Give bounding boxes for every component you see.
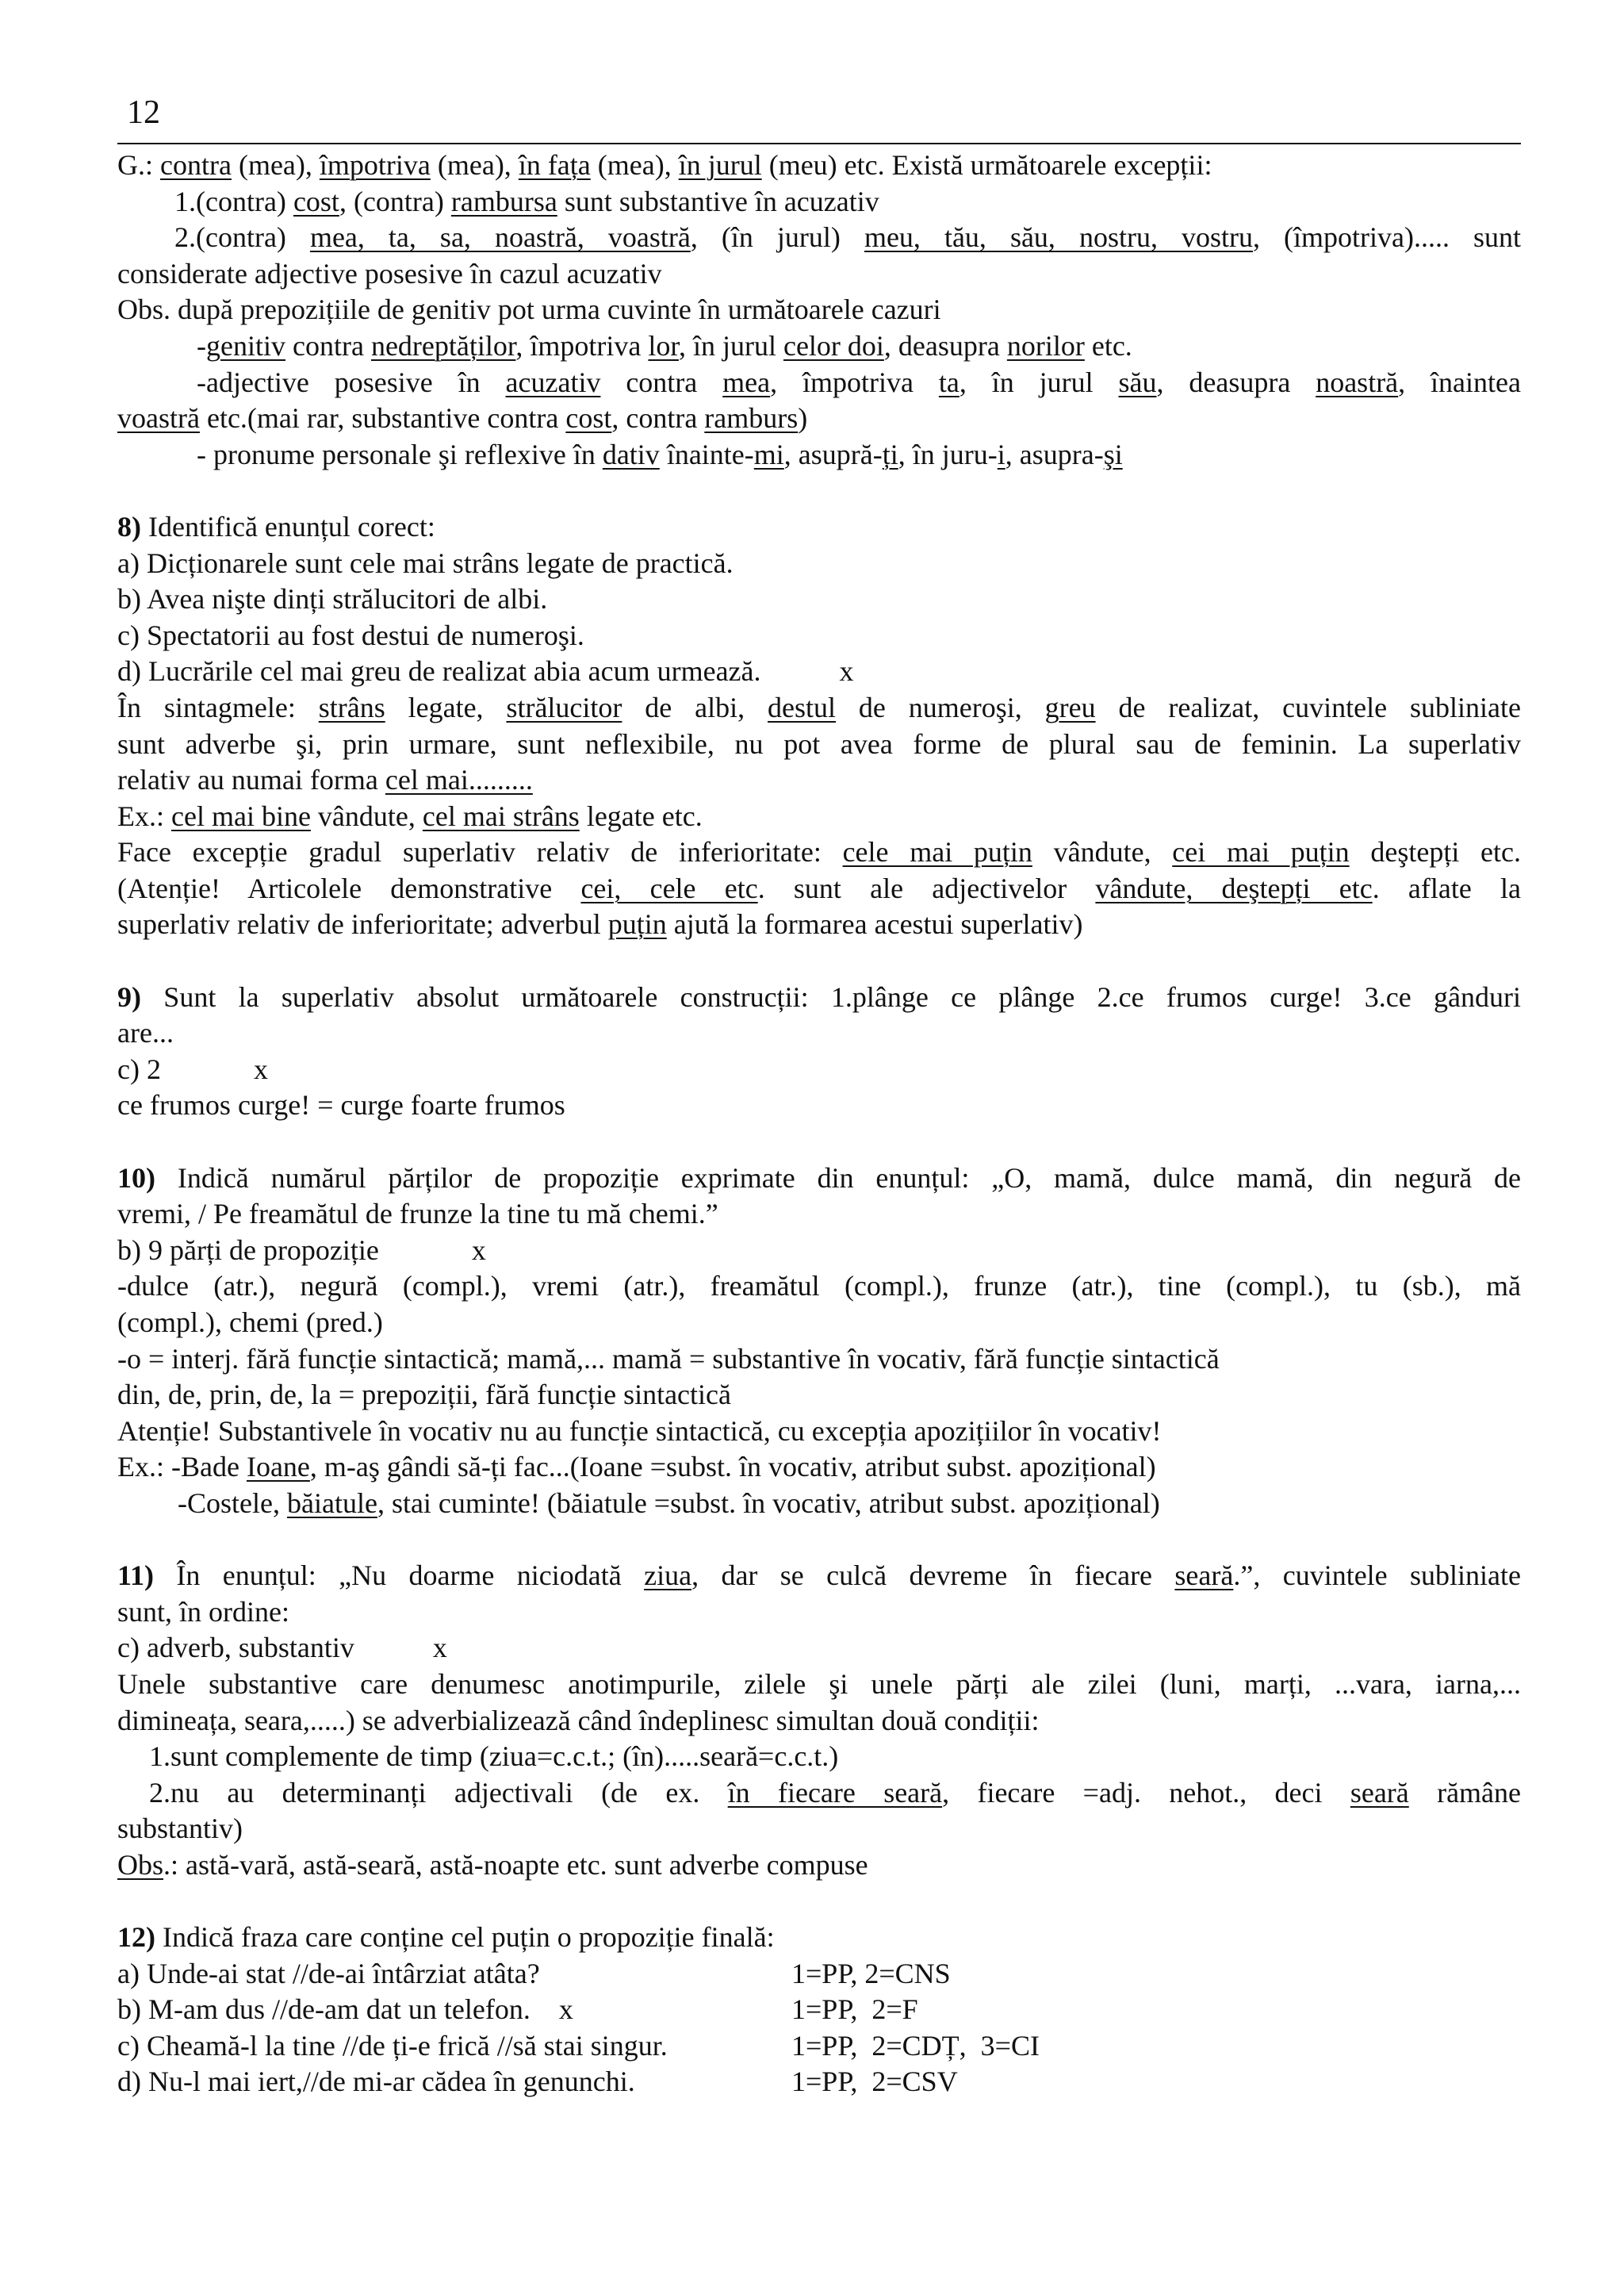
underlined-text: destul [768, 691, 837, 723]
underlined-text: norilor [1006, 329, 1085, 362]
text-line [117, 1015, 1521, 1052]
text-line [117, 907, 1521, 943]
text-run: sunt adverbe şi, prin urmare, sunt neflexibile, nu pot avea forme de plural sau de feminin. La superlativ [117, 727, 1521, 760]
text-line [117, 1739, 1521, 1775]
text-run: are... [117, 1017, 174, 1049]
text-run: .”, cuvintele subliniate [1233, 1559, 1522, 1592]
text-run: - [197, 329, 206, 362]
text-line [117, 256, 1521, 293]
underlined-text: cel mai bine [171, 800, 311, 832]
text-run: Ex.: [117, 800, 171, 832]
text-line [117, 292, 1521, 328]
underlined-text: mea, ta, sa, noastră, voastră [309, 221, 691, 254]
q12-sentence: d) Nu-l mai iert,//de mi-ar cădea în genunchi. [117, 2066, 635, 2098]
text-run: ce frumos curge! = curge foarte frumos [117, 1089, 565, 1122]
underlined-text: cost [565, 402, 612, 435]
q12-sentence: c) Cheamă-l la tine //de ți-e frică //să stai singur. [117, 2029, 668, 2062]
text-run: c) Spectatorii au fost destui de numeroşi. [117, 619, 584, 651]
text-run: a) Dicționarele sunt cele mai strâns legate de practică. [117, 547, 733, 579]
q12-row [117, 2064, 1521, 2100]
text-line [117, 1486, 1521, 1522]
text-run: contra [285, 329, 371, 362]
text-run: Atenție! Substantivele în vocativ nu au funcție sintactică, cu excepția apozițiilor în vocativ! [117, 1414, 1162, 1447]
text-run: c) adverb, substantiv x [117, 1632, 447, 1664]
option-line [117, 546, 1521, 582]
answer-line [117, 1052, 1521, 1088]
underlined-text: acuzativ [505, 366, 601, 398]
question-10 [117, 1160, 1521, 1197]
option-line [117, 581, 1521, 618]
text-run: sunt substantive în acuzativ [557, 185, 879, 217]
text-run: , stai cuminte! (băiatule =subst. în vocativ, atribut subst. apozițional) [377, 1486, 1160, 1519]
text-line [117, 799, 1521, 835]
underlined-text: şi [1103, 438, 1123, 470]
text-run: Identifică enunțul corect: [141, 510, 435, 543]
text-run: - pronume personale şi reflexive în [197, 438, 603, 470]
text-run: (mea), [430, 149, 519, 181]
text-run: , în juru- [898, 438, 998, 470]
text-run: rămâne [1408, 1776, 1522, 1809]
text-run: Indică numărul părților de propoziție exprimate din enunțul: „O, mamă, dulce mamă, din negură de [155, 1161, 1521, 1194]
underlined-text: greu [1044, 691, 1096, 723]
underlined-text: rambursa [450, 185, 557, 217]
underlined-text: contra [160, 149, 232, 181]
blank-line [117, 1884, 1521, 1920]
text-run: de albi, [622, 691, 768, 723]
answer-line [117, 1233, 1521, 1269]
q12-analysis: 1=PP, 2=CDȚ, 3=CI [791, 2029, 1040, 2062]
text-run: . aflate la [1372, 872, 1521, 904]
text-run: , deasupra [883, 329, 1007, 362]
text-line [117, 401, 1521, 437]
text-run: dimineața, seara,.....) se adverbializează când îndeplinesc simultan două condiții: [117, 1704, 1040, 1736]
text-line [117, 762, 1521, 799]
text-run: considerate adjective posesive în cazul acuzativ [117, 257, 662, 290]
text-run: , dar se culcă devreme în fiecare [691, 1559, 1175, 1592]
text-line [117, 1449, 1521, 1486]
option-line [117, 618, 1521, 654]
text-line [117, 148, 1521, 184]
text-line [117, 690, 1521, 727]
text-run: vândute, [310, 800, 423, 832]
text-line [117, 1087, 1521, 1124]
text-run: , împotriva [770, 366, 939, 398]
underlined-text: în fiecare seară [727, 1776, 943, 1809]
text-run: ) [798, 402, 808, 435]
option-line [117, 654, 1521, 690]
text-run: superlativ relativ de inferioritate; adverbul [117, 908, 608, 941]
underlined-text: nedreptăților [370, 329, 516, 362]
text-run: contra [600, 366, 723, 398]
q12-sentence: b) M-am dus //de-am dat un telefon. x [117, 1993, 573, 2026]
text-line [117, 727, 1521, 763]
text-run: , în jurul [678, 329, 783, 362]
text-run: Obs. după prepozițiile de genitiv pot urma cuvinte în următoarele cazuri [117, 293, 941, 326]
text-run: substantiv) [117, 1812, 243, 1845]
text-run: de realizat, cuvintele subliniate [1095, 691, 1521, 723]
text-run: (Atenție! Articolele demonstrative [117, 872, 581, 904]
underlined-text: lor [648, 329, 679, 362]
text-run: relativ au numai forma [117, 764, 385, 796]
q12-analysis: 1=PP, 2=F [791, 1993, 918, 2026]
text-run: .: astă-vară, astă-seară, astă-noapte etc. sunt adverbe compuse [163, 1848, 868, 1881]
text-run: etc.(mai rar, substantive contra [199, 402, 566, 435]
underlined-text: său [1118, 366, 1157, 398]
text-run: b) Avea nişte dinți strălucitori de albi. [117, 583, 548, 616]
text-run: de numeroşi, [836, 691, 1045, 723]
text-run: deştepți etc. [1349, 836, 1521, 869]
text-run: din, de, prin, de, la = prepoziții, fără funcție sintactică [117, 1379, 731, 1411]
page-number: 12 [117, 94, 1521, 144]
text-line [117, 437, 1521, 474]
text-run: , deasupra [1156, 366, 1316, 398]
blank-line [117, 943, 1521, 980]
text-run: , în jurul [959, 366, 1119, 398]
question-number: 8) [117, 510, 141, 543]
underlined-text: strălucitor [506, 691, 622, 723]
underlined-text: noastră [1316, 366, 1399, 398]
underlined-text: băiatule [286, 1486, 377, 1519]
text-run: Face excepție gradul superlativ relativ de inferioritate: [117, 836, 843, 869]
text-line [117, 1414, 1521, 1450]
underlined-text: seară [1174, 1559, 1234, 1592]
underlined-text: celor doi [783, 329, 884, 362]
text-run: (mea), [231, 149, 320, 181]
text-run: , contra [611, 402, 705, 435]
text-line [117, 1594, 1521, 1631]
text-run: 1.sunt complemente de timp (ziua=c.c.t.; (în).....seară=c.c.t.) [149, 1740, 839, 1773]
underlined-text: strâns [318, 691, 385, 723]
text-run: , (contra) [339, 185, 451, 217]
text-run: (mea), [590, 149, 679, 181]
text-line [117, 1667, 1521, 1703]
text-line [117, 1847, 1521, 1884]
underlined-text: puțin [607, 908, 667, 941]
underlined-text: vândute, deştepți etc [1095, 872, 1373, 904]
underlined-text: în fața [518, 149, 591, 181]
question-number: 10) [117, 1161, 155, 1194]
text-run: Indică fraza care conține cel puțin o propoziție finală: [155, 1921, 775, 1954]
underlined-text: cele mai puțin [842, 836, 1032, 869]
underlined-text: ți [882, 438, 898, 470]
underlined-text: cel mai strâns [422, 800, 580, 832]
text-line [117, 1377, 1521, 1414]
text-line [117, 1811, 1521, 1847]
text-line [117, 1703, 1521, 1740]
text-line [117, 1305, 1521, 1341]
text-run: (meu) etc. Există următoarele excepții: [761, 149, 1212, 181]
text-line [117, 834, 1521, 871]
q12-row [117, 1956, 1521, 1993]
q12-analysis: 1=PP, 2=CSV [791, 2066, 958, 2098]
text-run: c) 2 x [117, 1053, 268, 1085]
text-run: -o = interj. fără funcție sintactică; mamă,... mamă = substantive în vocativ, fără funcție sintactică [117, 1342, 1220, 1375]
text-run: Unele substantive care denumesc anotimpurile, zilele şi unele părți ale zilei (luni, marți, ...vara, iarna,... [117, 1667, 1521, 1700]
q12-row [117, 2028, 1521, 2065]
text-run: (compl.), chemi (pred.) [117, 1306, 383, 1338]
text-run: -adjective posesive în [197, 366, 506, 398]
page-body [117, 144, 1521, 2100]
text-run: ajută la formarea acestui superlativ) [666, 908, 1083, 941]
text-run: , fiecare =adj. nehot., deci [942, 1776, 1350, 1809]
underlined-text: cel mai......... [385, 764, 533, 796]
text-run: 2.(contra) [174, 221, 310, 254]
underlined-text: dativ [602, 438, 660, 470]
underlined-text: Obs [117, 1848, 164, 1881]
blank-line [117, 473, 1521, 509]
question-9 [117, 980, 1521, 1016]
text-run: , (în jurul) [690, 221, 864, 254]
text-run: Sunt la superlativ absolut următoarele construcții: 1.plânge ce plânge 2.ce frumos curge! 3.ce gânduri [141, 980, 1521, 1013]
question-11 [117, 1558, 1521, 1594]
underlined-text: în jurul [678, 149, 762, 181]
underlined-text: cost [293, 185, 339, 217]
text-run: , împotriva [515, 329, 649, 362]
answer-line [117, 1630, 1521, 1667]
text-run: vremi, / Pe freamătul de frunze la tine tu mă chemi.” [117, 1198, 718, 1230]
text-line [117, 184, 1521, 221]
underlined-text: seară [1350, 1776, 1409, 1809]
text-run: În enunțul: „Nu doarme niciodată [154, 1559, 645, 1592]
underlined-text: i [997, 438, 1005, 470]
text-line [117, 365, 1521, 401]
text-run: sunt, în ordine: [117, 1595, 289, 1628]
underlined-text: cei, cele etc [580, 872, 758, 904]
underlined-text: mi [753, 438, 784, 470]
text-line [117, 328, 1521, 365]
text-line [117, 871, 1521, 907]
text-run: -dulce (atr.), negură (compl.), vremi (atr.), freamătul (compl.), frunze (atr.), tine (compl.), tu (sb.), mă [117, 1270, 1521, 1302]
q12-row [117, 1992, 1521, 2028]
text-line [117, 1341, 1521, 1378]
text-line [117, 1775, 1521, 1812]
underlined-text: meu, tău, său, nostru, vostru [864, 221, 1253, 254]
underlined-text: cei mai puțin [1172, 836, 1350, 869]
text-run: , asupră- [783, 438, 883, 470]
underlined-text: ziua [644, 1559, 692, 1592]
blank-line [117, 1522, 1521, 1559]
text-run: , asupra- [1005, 438, 1104, 470]
question-number: 9) [117, 980, 141, 1013]
text-run: , (împotriva)..... sunt [1252, 221, 1521, 254]
underlined-text: Ioane [246, 1451, 310, 1483]
text-run: b) 9 părți de propoziție x [117, 1233, 486, 1266]
text-run: , m-aş gândi să-ți fac...(Ioane =subst. în vocativ, atribut subst. apozițional) [309, 1451, 1156, 1483]
text-run: legate, [385, 691, 507, 723]
question-number: 11) [117, 1559, 155, 1592]
underlined-text: ta [938, 366, 959, 398]
text-run: 1.(contra) [174, 185, 293, 217]
underlined-text: ramburs [704, 402, 799, 435]
text-run: etc. [1084, 329, 1132, 362]
text-line [117, 220, 1521, 256]
text-line [117, 1268, 1521, 1305]
q12-analysis: 1=PP, 2=CNS [791, 1957, 951, 1989]
text-run: legate etc. [579, 800, 703, 832]
question-12 [117, 1920, 1521, 1956]
q12-sentence: a) Unde-ai stat //de-ai întârziat atâta? [117, 1957, 540, 1989]
text-run: -Costele, [178, 1486, 287, 1519]
text-line [117, 1196, 1521, 1233]
underlined-text: împotriva [319, 149, 431, 181]
text-run: , înaintea [1398, 366, 1521, 398]
question-number: 12) [117, 1921, 155, 1954]
text-run: Ex.: -Bade [117, 1451, 247, 1483]
underlined-text: mea [722, 366, 771, 398]
text-run: În sintagmele: [117, 691, 319, 723]
document-page [117, 94, 1521, 2100]
text-run: G.: [117, 149, 160, 181]
question-8 [117, 509, 1521, 546]
text-run: . sunt ale adjectivelor [757, 872, 1096, 904]
text-run: înainte- [659, 438, 754, 470]
text-run: vândute, [1032, 836, 1173, 869]
text-run: d) Lucrările cel mai greu de realizat abia acum urmează. x [117, 655, 854, 688]
text-run: 2.nu au determinanți adjectivali (de ex. [149, 1776, 728, 1809]
blank-line [117, 1124, 1521, 1160]
underlined-text: voastră [117, 402, 200, 435]
underlined-text: genitiv [206, 329, 285, 362]
